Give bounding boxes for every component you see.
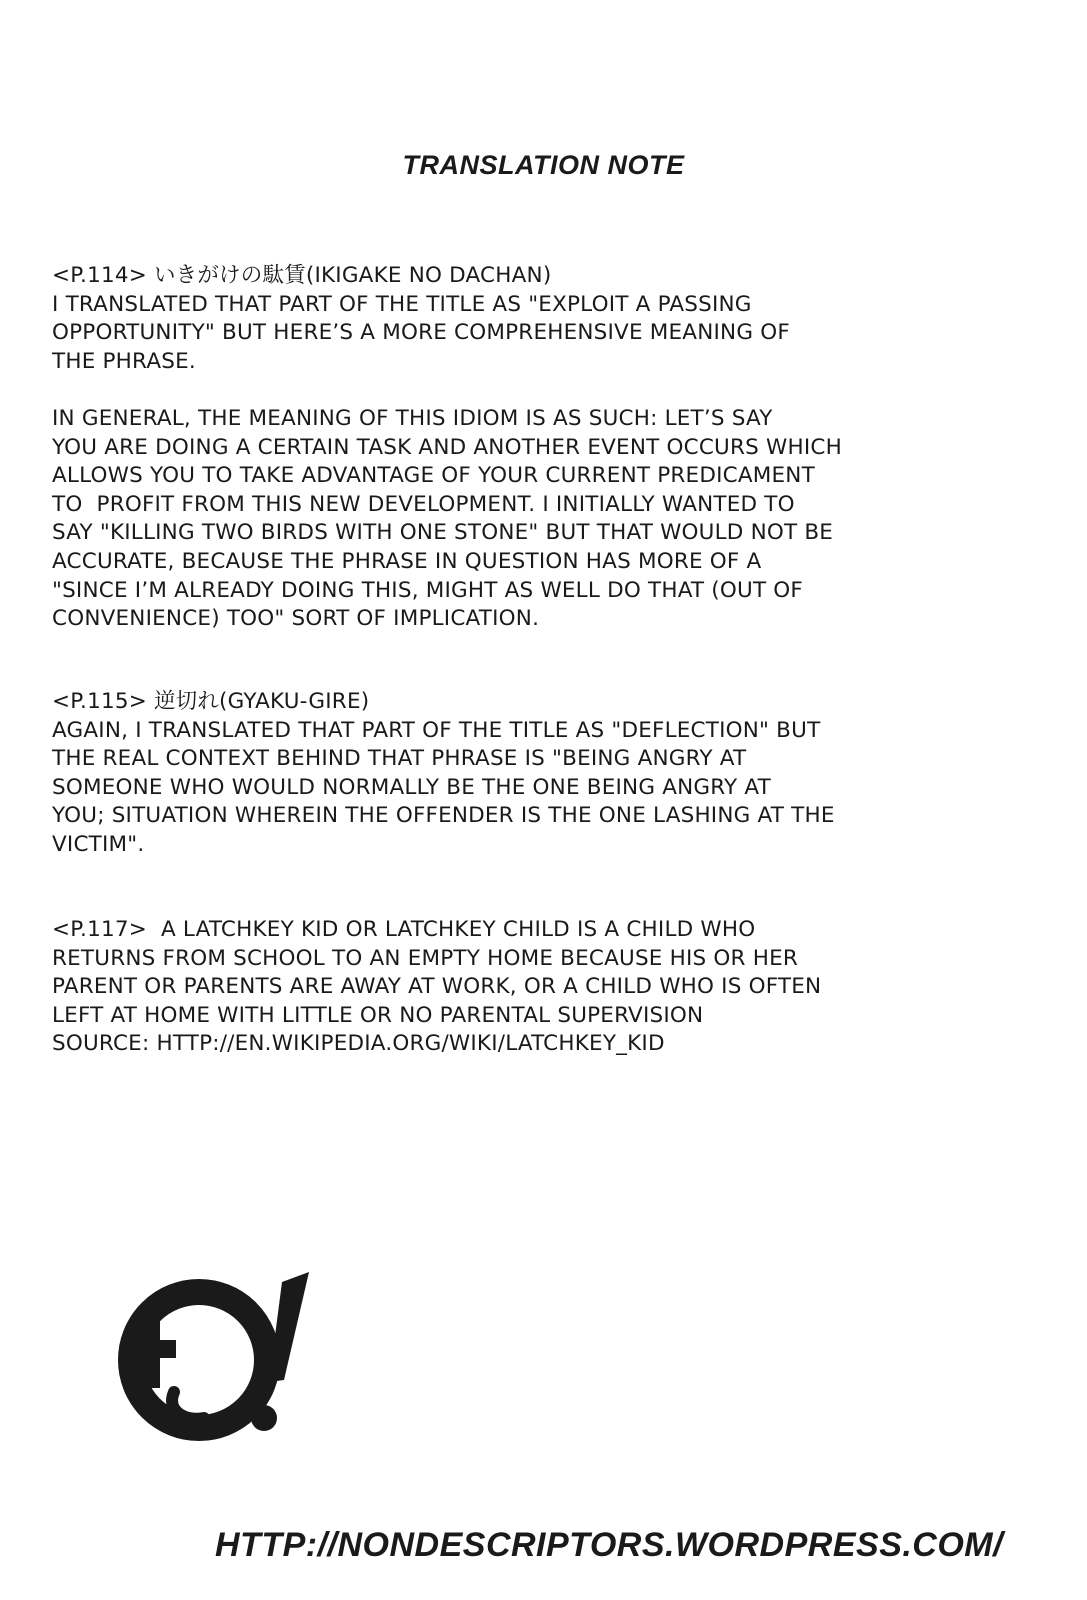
note-line: YOU ARE DOING A CERTAIN TASK AND ANOTHER EVENT OCCURS WHICH (52, 434, 842, 460)
note-heading: <P.115> 逆切れ(GYAKU-GIRE) (52, 689, 370, 714)
note-line: YOU; SITUATION WHEREIN THE OFFENDER IS THE ONE LASHING AT THE (52, 803, 835, 829)
note-line: THE REAL CONTEXT BEHIND THAT PHRASE IS "BEING ANGRY AT (52, 746, 747, 772)
footer-url: HTTP://NONDESCRIPTORS.WORDPRESS.COM/ (215, 1526, 1004, 1564)
note-source-line: SOURCE: HTTP://EN.WIKIPEDIA.ORG/WIKI/LATCHKEY_KID (52, 1031, 665, 1057)
note-line: TO PROFIT FROM THIS NEW DEVELOPMENT. I INITIALLY WANTED TO (52, 491, 795, 517)
note-line: VICTIM". (52, 831, 145, 857)
note-line: LEFT AT HOME WITH LITTLE OR NO PARENTAL SUPERVISION (52, 1002, 704, 1028)
translation-note-p114 (52, 262, 1012, 634)
note-heading: <P.114> いきがけの駄賃(IKIGAKE NO DACHAN) (52, 263, 552, 288)
note-line: THE PHRASE. (52, 348, 196, 374)
paragraph-gap (52, 376, 1012, 405)
note-heading: <P.117> A LATCHKEY KID OR LATCHKEY CHILD IS A CHILD WHO (52, 917, 756, 942)
scanlation-group-logo-icon (104, 1260, 314, 1450)
note-line: I TRANSLATED THAT PART OF THE TITLE AS "EXPLOIT A PASSING (52, 291, 752, 317)
note-line: RETURNS FROM SCHOOL TO AN EMPTY HOME BECAUSE HIS OR HER (52, 945, 798, 971)
note-line: OPPORTUNITY" BUT HERE’S A MORE COMPREHENSIVE MEANING OF (52, 320, 790, 346)
note-line: IN GENERAL, THE MEANING OF THIS IDIOM IS AS SUCH: LET’S SAY (52, 405, 773, 431)
note-line: "SINCE I’M ALREADY DOING THIS, MIGHT AS WELL DO THAT (OUT OF (52, 577, 803, 603)
note-line: AGAIN, I TRANSLATED THAT PART OF THE TITLE AS "DEFLECTION" BUT (52, 717, 821, 743)
note-line: SAY "KILLING TWO BIRDS WITH ONE STONE" BUT THAT WOULD NOT BE (52, 520, 834, 546)
note-line: ACCURATE, BECAUSE THE PHRASE IN QUESTION HAS MORE OF A (52, 548, 762, 574)
note-line: PARENT OR PARENTS ARE AWAY AT WORK, OR A CHILD WHO IS OFTEN (52, 974, 822, 1000)
note-line: SOMEONE WHO WOULD NORMALLY BE THE ONE BEING ANGRY AT (52, 774, 771, 800)
translation-note-p115 (52, 688, 1012, 860)
note-line: ALLOWS YOU TO TAKE ADVANTAGE OF YOUR CURRENT PREDICAMENT (52, 463, 815, 489)
note-line: CONVENIENCE) TOO" SORT OF IMPLICATION. (52, 606, 540, 632)
page-title: TRANSLATION NOTE (402, 150, 685, 180)
translation-note-p117 (52, 916, 1012, 1059)
